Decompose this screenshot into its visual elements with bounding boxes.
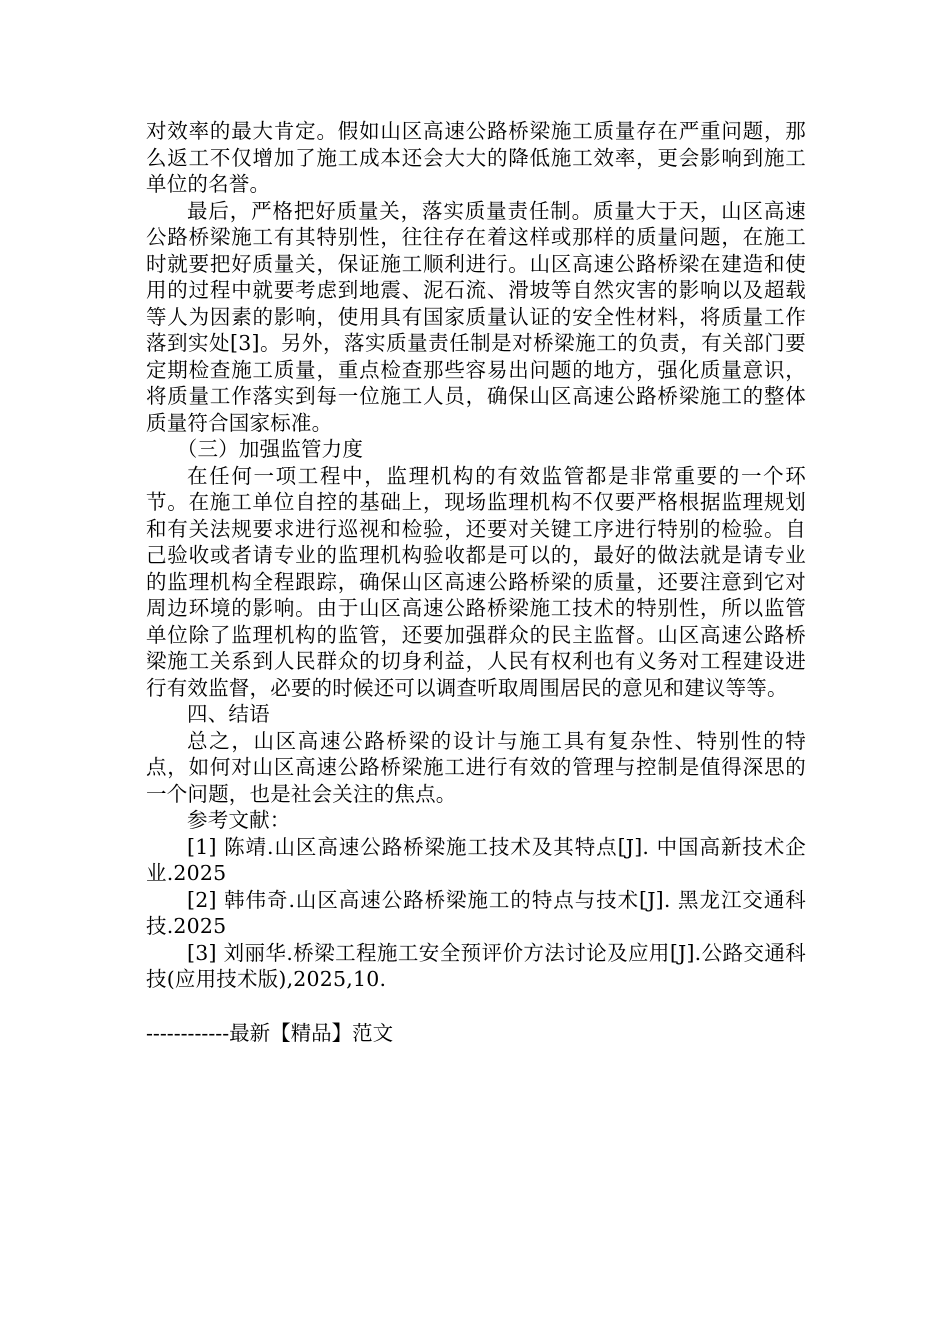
- reference-item-2: [2] 韩伟奇.山区高速公路桥梁施工的特点与技术[J]. 黑龙江交通科技.2025: [146, 887, 806, 938]
- section-heading-conclusion: 四、结语: [187, 702, 270, 726]
- reference-item-1: [1] 陈靖.山区高速公路桥梁施工技术及其特点[J]. 中国高新技术企业.2025: [146, 834, 806, 885]
- paragraph-quality-control: 最后，严格把好质量关，落实质量责任制。质量大于天，山区高速公路桥梁施工有其特别性，往往存在着这样或那样的质量问题，在施工时就要把好质量关，保证施工顺利进行。山区高速公路桥梁在建造和使用的过程中就要考虑到地震、泥石流、滑坡等自然灾害的影响以及超载等人为因素的影响，使用具有国家质量认证的安全性材料，将质量工作落到实处[3]。另外，落实质量责任制是对桥梁施工的负责，有关部门要定期检查施工质量，重点检查那些容易出问题的地方，强化质量意识，将质量工作落实到每一位施工人员，确保山区高速公路桥梁施工的整体质量符合国家标准。: [146, 198, 806, 435]
- references-heading: 参考文献：: [187, 808, 291, 832]
- footer-text: ------------最新【精品】范文: [146, 1021, 394, 1045]
- section-heading-supervision: （三）加强监管力度: [176, 437, 364, 461]
- reference-item-3: [3] 刘丽华.桥梁工程施工安全预评价方法讨论及应用[J].公路交通科技(应用技术版),2025,10.: [146, 940, 806, 991]
- paragraph-continuation: 对效率的最大肯定。假如山区高速公路桥梁施工质量存在严重问题，那么返工不仅增加了施工成本还会大大的降低施工效率，更会影响到施工单位的名誉。: [146, 119, 806, 196]
- document-body: [146, 118, 806, 993]
- paragraph-conclusion: 总之，山区高速公路桥梁的设计与施工具有复杂性、特别性的特点，如何对山区高速公路桥梁施工进行有效的管理与控制是值得深思的一个问题，也是社会关注的焦点。: [146, 728, 806, 806]
- paragraph-supervision: 在任何一项工程中，监理机构的有效监管都是非常重要的一个环节。在施工单位自控的基础上，现场监理机构不仅要严格根据监理规划和有关法规要求进行巡视和检验，还要对关键工序进行特别的检验。自己验收或者请专业的监理机构验收都是可以的，最好的做法就是请专业的监理机构全程跟踪，确保山区高速公路桥梁的质量，还要注意到它对周边环境的影响。由于山区高速公路桥梁施工技术的特别性，所以监管单位除了监理机构的监管，还要加强群众的民主监督。山区高速公路桥梁施工关系到人民群众的切身利益，人民有权利也有义务对工程建设进行有效监督，必要的时候还可以调查听取周围居民的意见和建议等等。: [146, 463, 806, 700]
